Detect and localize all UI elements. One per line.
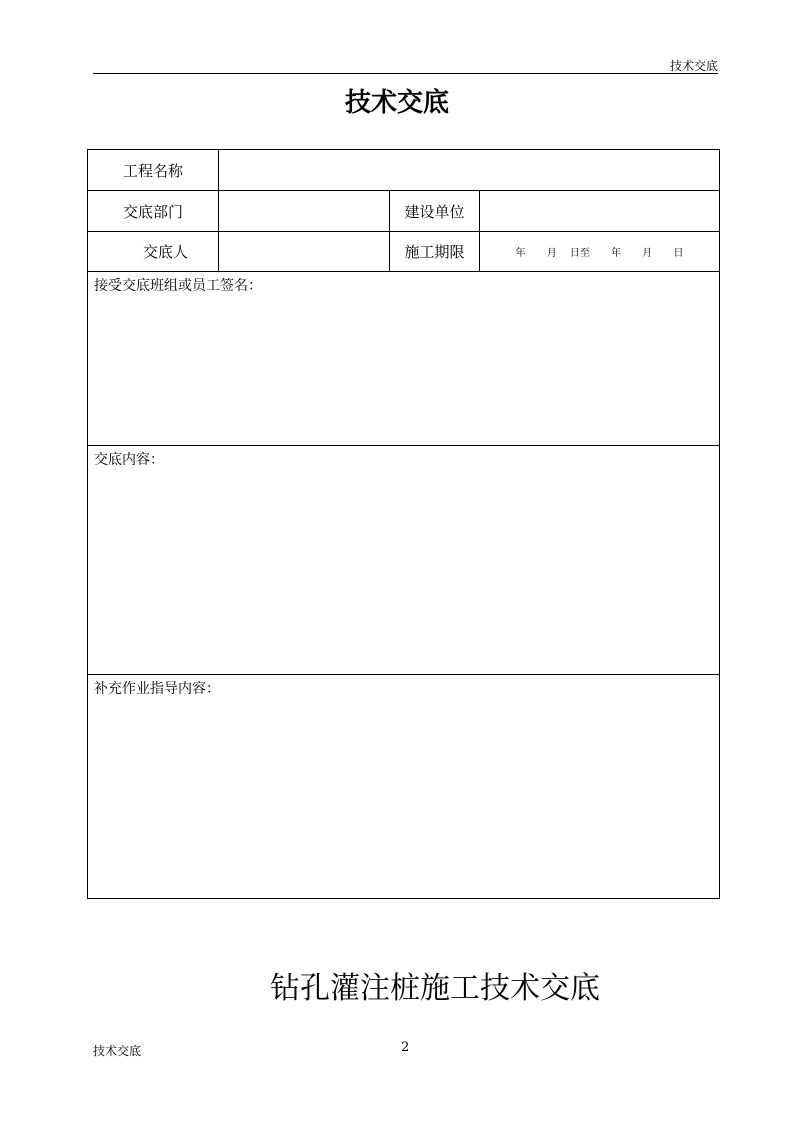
builder-label: 建设单位	[390, 191, 480, 232]
period-month2: 月	[642, 248, 653, 259]
header-divider	[93, 73, 718, 74]
period-day2: 日	[673, 248, 684, 259]
period-day-to: 日至	[569, 248, 590, 259]
signatures-label: 接受交底班组或员工签名：	[94, 278, 262, 294]
document-heading: 钻孔灌注桩施工技术交底	[270, 971, 600, 1006]
period-label: 施工期限	[390, 232, 480, 272]
form-row-department	[88, 191, 720, 232]
project-name-field[interactable]	[219, 150, 720, 191]
builder-field[interactable]	[480, 191, 720, 232]
presenter-field[interactable]	[219, 232, 390, 272]
page-title: 技术交底	[344, 88, 449, 118]
handover-form-table	[87, 149, 720, 899]
presenter-label: 交底人	[88, 232, 219, 272]
supplement-label: 补充作业指导内容：	[94, 681, 220, 697]
form-row-project	[88, 150, 720, 191]
supplement-area[interactable]	[88, 675, 720, 899]
form-row-signatures	[88, 272, 720, 446]
period-year1: 年	[515, 248, 526, 259]
form-row-content	[88, 446, 720, 675]
content-area[interactable]	[88, 446, 720, 675]
footer-text: 技术交底	[93, 1044, 142, 1058]
period-year2: 年	[611, 248, 622, 259]
period-month1: 月	[546, 248, 557, 259]
period-date-field[interactable]	[480, 232, 720, 272]
content-label: 交底内容：	[94, 452, 164, 468]
form-row-supplement	[88, 675, 720, 899]
page-number: 2	[401, 1040, 410, 1055]
department-label: 交底部门	[88, 191, 219, 232]
form-row-presenter	[88, 232, 720, 272]
running-header: 技术交底	[669, 59, 718, 73]
department-field[interactable]	[219, 191, 390, 232]
signatures-area[interactable]	[88, 272, 720, 446]
project-name-label: 工程名称	[88, 150, 219, 191]
